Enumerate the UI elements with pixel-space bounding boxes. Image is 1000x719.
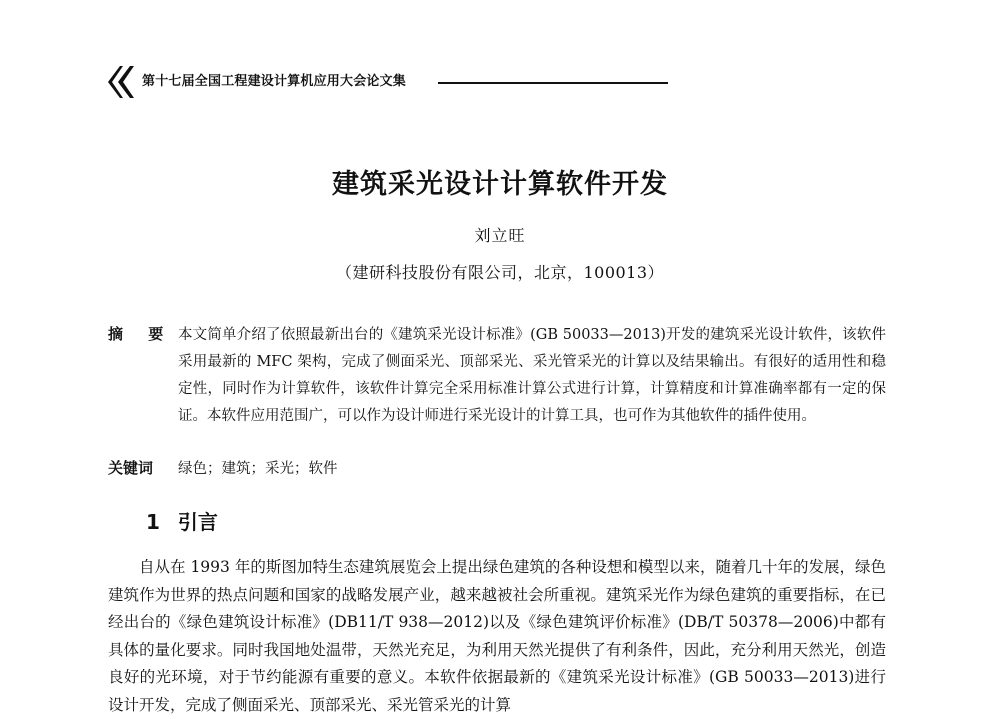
- abstract-label: 摘 要: [108, 325, 174, 343]
- keywords-label: 关键词: [108, 459, 154, 477]
- intro-paragraph: 自从在 1993 年的斯图加特生态建筑展览会上提出绿色建筑的各种设想和模型以来，随着几十年的发展，绿色建筑作为世界的热点问题和国家的战略发展产业，越来越被社会所重视。建筑采光作为绿色建筑的重要指标，在已经出台的《绿色建筑设计标准》(DB11/T 938—2012)以及《绿色建筑评价标准》(DB/T 50378—2006)中都有具体的量化要求。同时我国地处温带，天然光充足，为利用天然光提供了有利条件，因此，充分利用天然光，创造良好的光环境，对于节约能源有重要的意义。本软件依据最新的《建筑采光设计标准》(GB 50033—2013)进行设计开发，完成了侧面采光、顶部采光、采光管采光的计算: [108, 558, 886, 714]
- author-affiliation: （建研科技股份有限公司，北京，100013）: [335, 263, 665, 282]
- paper-author: 刘立旺: [474, 226, 526, 245]
- double-chevron-left-icon: [108, 66, 134, 98]
- section-number: 1: [146, 510, 160, 534]
- header-rule: [438, 82, 668, 84]
- section-title: 引言: [177, 510, 218, 534]
- keywords-text: 绿色；建筑；采光；软件: [178, 461, 338, 477]
- running-header: [108, 66, 668, 98]
- proceedings-title: 第十七届全国工程建设计算机应用大会论文集: [142, 74, 407, 89]
- abstract-text: 本文简单介绍了依照最新出台的《建筑采光设计标准》(GB 50033—2013)开发的建筑采光设计软件，该软件采用最新的 MFC 架构，完成了侧面采光、顶部采光、采光管采光的计算以及结果输出。有很好的适用性和稳定性，同时作为计算软件，该软件计算完全采用标准计算公式进行计算，计算精度和计算准确率都有一定的保证。本软件应用范围广，可以作为设计师进行采光设计的计算工具，也可作为其他软件的插件使用。: [178, 327, 886, 424]
- paper-title: 建筑采光设计计算软件开发: [332, 169, 668, 200]
- section-heading: [146, 508, 218, 536]
